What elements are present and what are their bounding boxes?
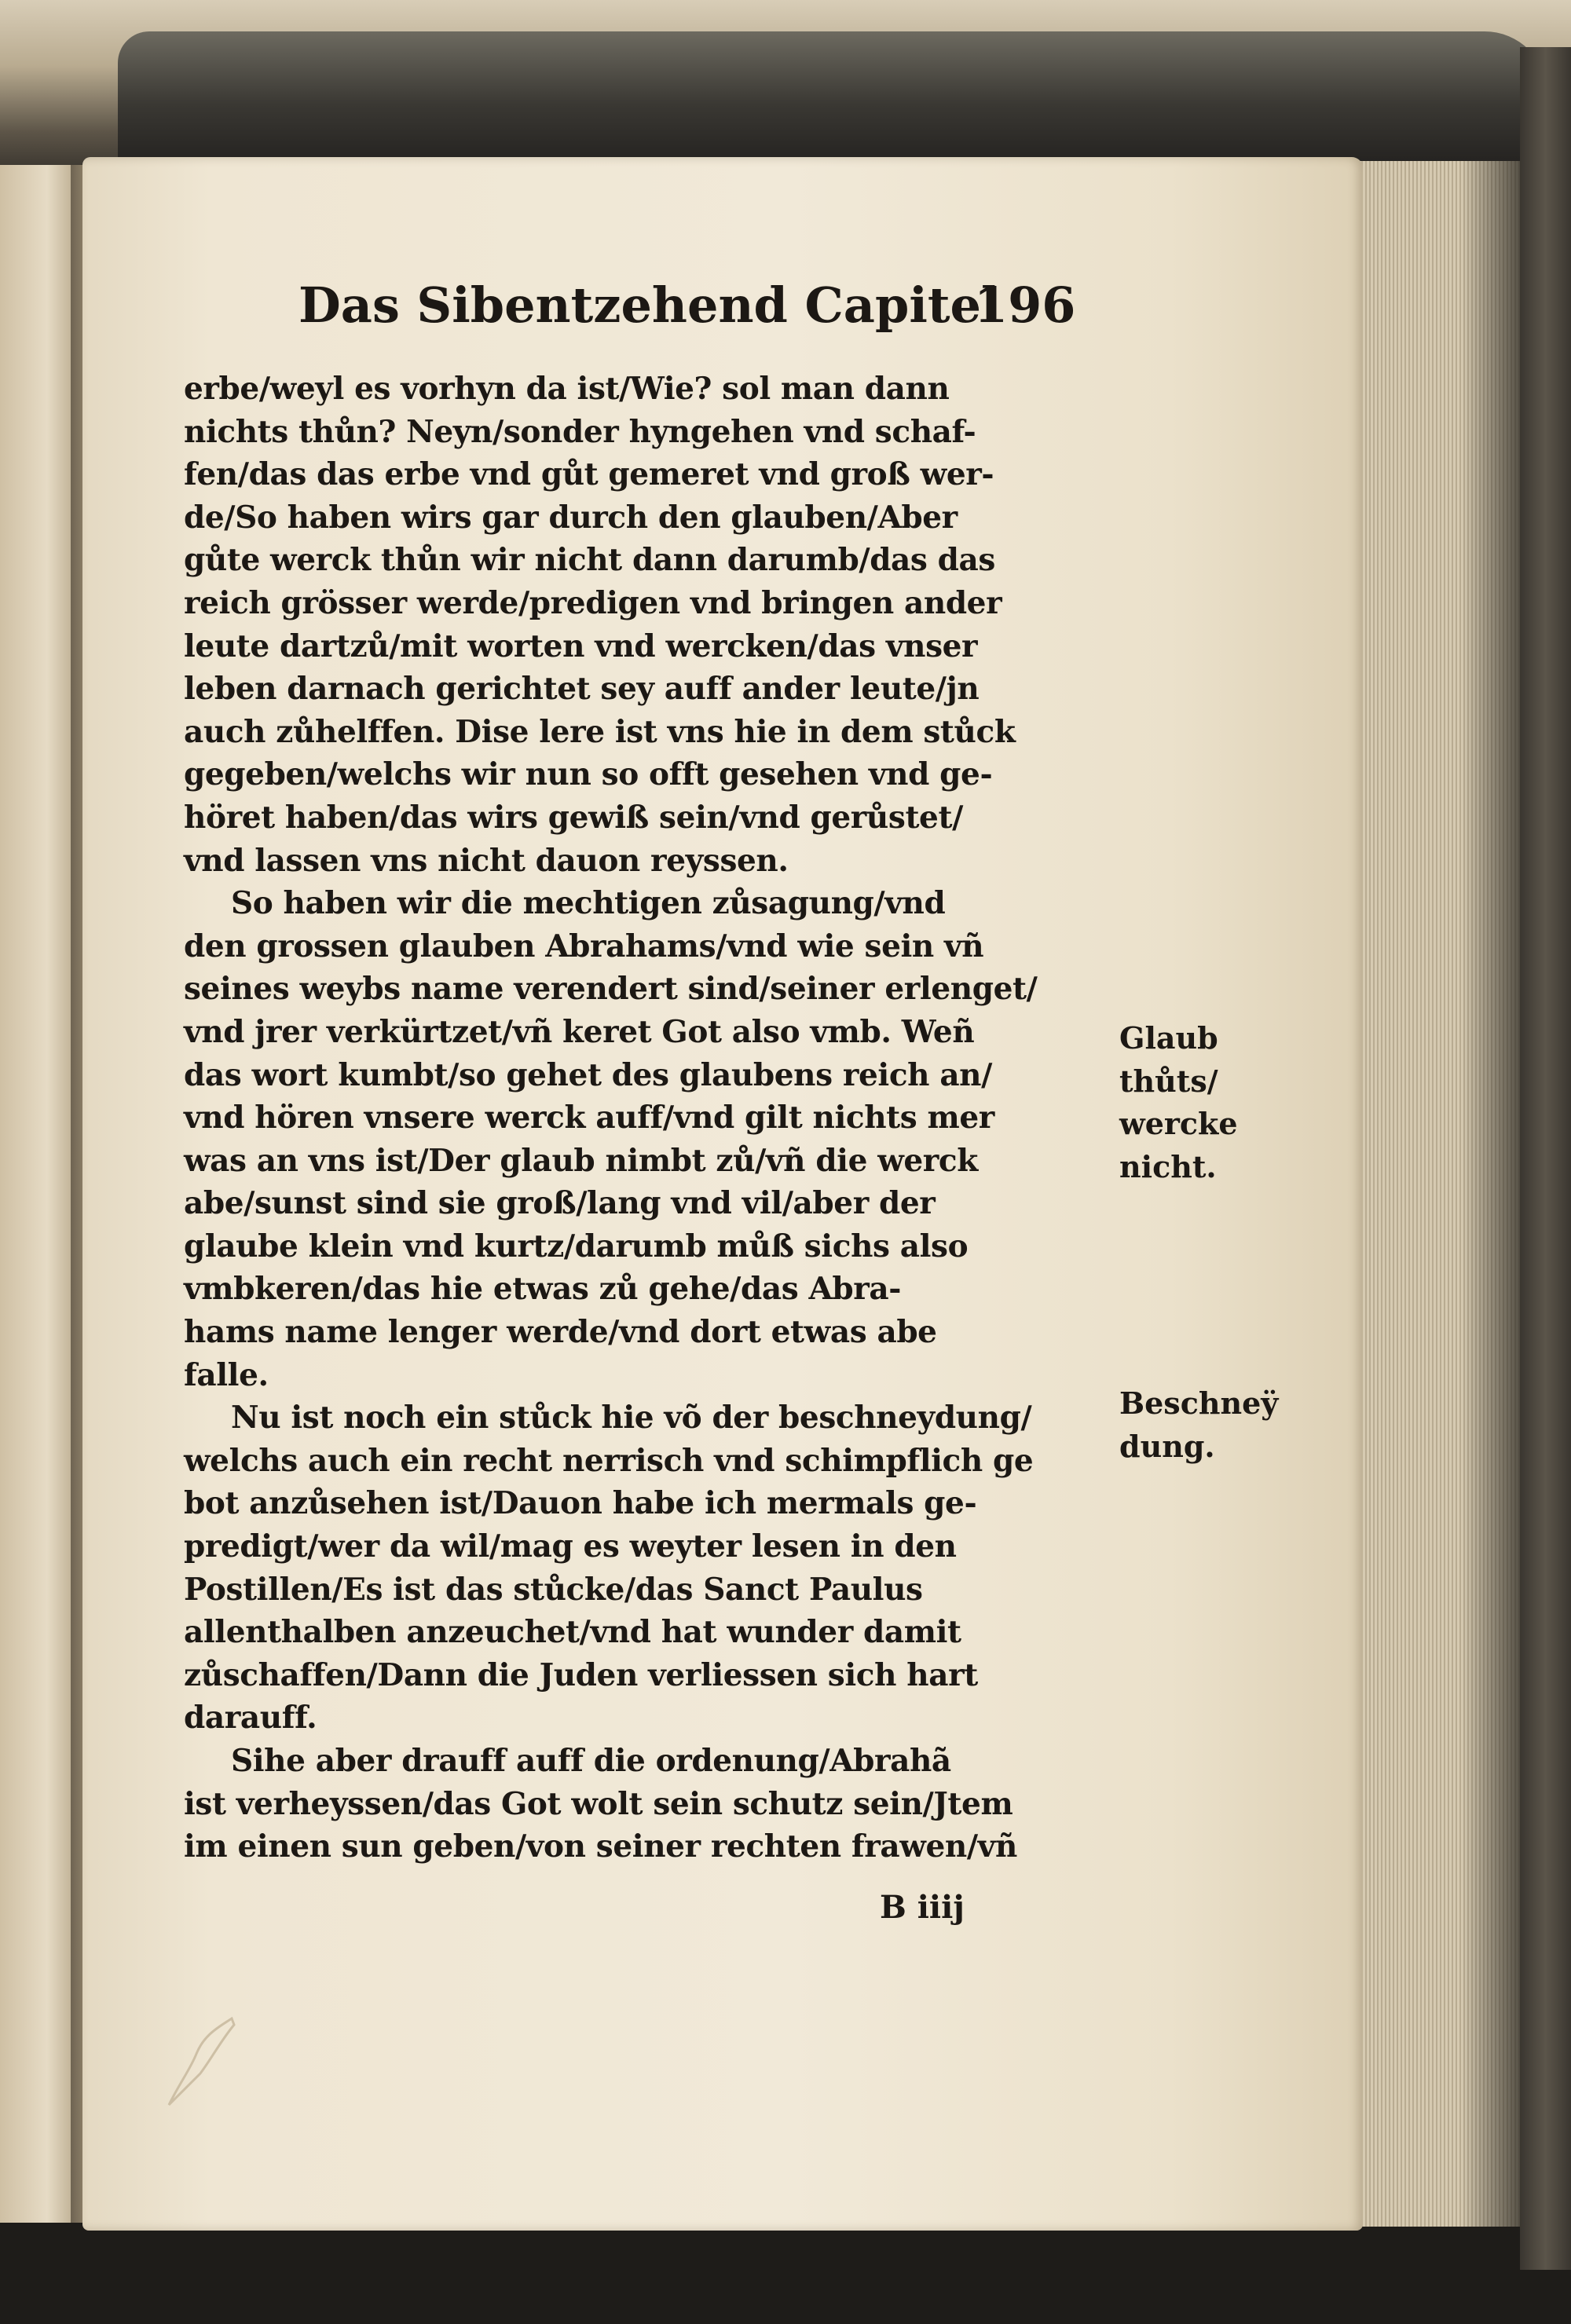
chapter-title: Das Sibentzehend Capitel bbox=[298, 276, 1000, 334]
text-line: de/So haben wirs gar durch den glauben/Aber bbox=[184, 499, 958, 536]
text-line: den grossen glauben Abrahams/vnd wie sein vñ bbox=[184, 928, 984, 964]
text-line: vnd lassen vns nicht dauon reyssen. bbox=[184, 842, 789, 879]
left-page-edge bbox=[0, 165, 79, 2223]
page-stack-edge bbox=[1355, 161, 1524, 2227]
page-number: 196 bbox=[974, 276, 1076, 334]
margin-note-line: Glaub bbox=[1119, 1020, 1218, 1056]
text-line: zůschaffen/Dann die Juden verliessen sich hart bbox=[184, 1656, 978, 1693]
text-line: reich grösser werde/predigen vnd bringen ander bbox=[184, 584, 1002, 621]
text-line: falle. bbox=[184, 1356, 269, 1393]
text-line: allenthalben anzeuchet/vnd hat wunder damit bbox=[184, 1614, 961, 1651]
text-line: erbe/weyl es vorhyn da ist/Wie? sol man dann bbox=[184, 371, 950, 407]
text-line: nichts thůn? Neyn/sonder hyngehen vnd schaf- bbox=[184, 413, 976, 450]
text-line: was an vns ist/Der glaub nimbt zů/vñ die werck bbox=[184, 1142, 978, 1179]
text-line: darauff. bbox=[184, 1700, 317, 1737]
running-header bbox=[298, 276, 1084, 339]
text-line: auch zůhelffen. Dise lere ist vns hie in dem stůck bbox=[184, 713, 1016, 750]
margin-note-glaub bbox=[1119, 1017, 1238, 1188]
text-line: So haben wir die mechtigen zůsagung/vnd bbox=[231, 885, 946, 922]
text-line: Nu ist noch ein stůck hie võ der beschneydung/ bbox=[231, 1400, 1032, 1436]
text-line: glaube klein vnd kurtz/darumb můß sichs also bbox=[184, 1228, 969, 1264]
text-line: hams name lenger werde/vnd dort etwas abe bbox=[184, 1314, 937, 1351]
margin-note-line: nicht. bbox=[1119, 1148, 1217, 1184]
text-line: höret haben/das wirs gewiß sein/vnd gerůstet/ bbox=[184, 799, 963, 836]
ink-stain-mark bbox=[157, 2011, 251, 2121]
text-line: Sihe aber drauff auff die ordenung/Abrahã bbox=[231, 1743, 951, 1779]
margin-note-line: dung. bbox=[1119, 1428, 1215, 1464]
margin-note-line: thůts/ bbox=[1119, 1063, 1218, 1099]
text-line: ist verheyssen/das Got wolt sein schutz sein/Jtem bbox=[184, 1785, 1013, 1822]
text-line: vnd hören vnsere werck auff/vnd gilt nichts mer bbox=[184, 1100, 994, 1136]
text-line: gůte werck thůn wir nicht dann darumb/das das bbox=[184, 542, 995, 579]
text-line: welchs auch ein recht nerrisch vnd schimpflich ge bbox=[184, 1442, 1034, 1479]
text-line: leben darnach gerichtet sey auff ander leute/jn bbox=[184, 671, 980, 708]
text-line: das wort kumbt/so gehet des glaubens reich an/ bbox=[184, 1056, 992, 1093]
text-line: fen/das das erbe vnd gůt gemeret vnd groß wer- bbox=[184, 456, 994, 493]
margin-note-beschneydung bbox=[1119, 1382, 1278, 1468]
text-line: vmbkeren/das hie etwas zů gehe/das Abra- bbox=[184, 1271, 902, 1308]
text-line: gegeben/welchs wir nun so offt gesehen vnd ge- bbox=[184, 756, 993, 793]
margin-note-line: Beschneÿ bbox=[1119, 1385, 1279, 1421]
signature-mark: B iiij bbox=[880, 1889, 965, 1926]
text-line: predigt/wer da wil/mag es weyter lesen in den bbox=[184, 1528, 957, 1565]
text-line: bot anzůsehen ist/Dauon habe ich mermals ge- bbox=[184, 1485, 977, 1522]
text-line: im einen sun geben/von seiner rechten frawen/vñ bbox=[184, 1828, 1017, 1865]
margin-note-line: wercke bbox=[1119, 1106, 1238, 1142]
book-cover-right bbox=[1520, 47, 1571, 2270]
text-line: seines weybs name verendert sind/seiner erlenget/ bbox=[184, 971, 1038, 1008]
text-line: Postillen/Es ist das stůcke/das Sanct Paulus bbox=[184, 1571, 923, 1608]
text-line: vnd jrer verkürtzet/vñ keret Got also vmb. Weñ bbox=[184, 1013, 975, 1050]
text-line: leute dartzů/mit worten vnd wercken/das vnser bbox=[184, 628, 978, 664]
book-cover-edge bbox=[118, 31, 1547, 165]
body-text bbox=[184, 368, 1126, 1868]
text-line: abe/sunst sind sie groß/lang vnd vil/aber der bbox=[184, 1185, 936, 1222]
